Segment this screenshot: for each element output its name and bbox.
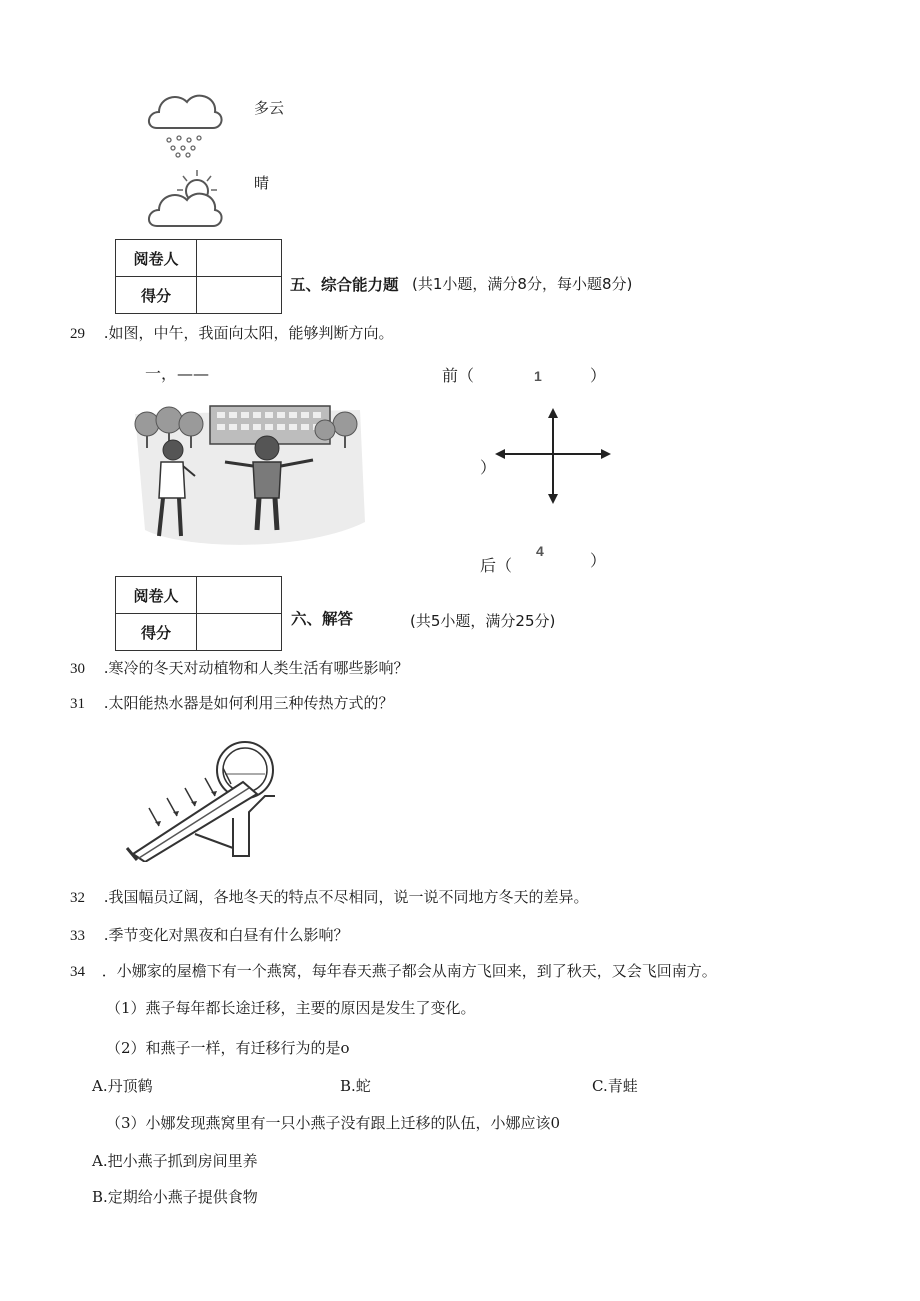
question-34-sub-1: （1）燕子每年都长途迁移，主要的原因是发生了变化。 bbox=[106, 999, 476, 1017]
option-b-sub3[interactable]: B.定期给小燕子提供食物 bbox=[92, 1188, 258, 1206]
weather-label-sunny: 晴 bbox=[254, 174, 270, 192]
back-close-paren: ） bbox=[590, 553, 607, 570]
question-number: 33 bbox=[70, 928, 85, 944]
schoolyard-illustration bbox=[125, 402, 370, 550]
option-c[interactable]: C.青蛙 bbox=[592, 1077, 638, 1095]
question-text: .我国幅员辽阔，各地冬天的特点不尽相同，说一说不同地方冬天的差异。 bbox=[103, 888, 589, 906]
direction-cross-arrows bbox=[495, 408, 611, 504]
question-number: 32 bbox=[70, 890, 85, 906]
question-text: .太阳能热水器是如何利用三种传热方式的？ bbox=[103, 694, 394, 712]
question-34 bbox=[70, 961, 717, 982]
section-6-title: 六、解答 bbox=[291, 610, 354, 628]
question-number: 30 bbox=[70, 661, 85, 677]
front-answer: 1 bbox=[534, 368, 542, 384]
score-cell[interactable] bbox=[197, 277, 282, 314]
section-5-note: (共1小题，满分8分，每小题8分) bbox=[412, 275, 633, 293]
question-30 bbox=[70, 658, 409, 679]
fill-blank-left: 一，—— bbox=[145, 364, 210, 383]
option-b[interactable]: B.蛇 bbox=[340, 1077, 371, 1095]
reviewer-label: 阅卷人 bbox=[116, 577, 197, 614]
section-6-note: (共5小题，满分25分) bbox=[410, 612, 556, 630]
reviewer-label: 阅卷人 bbox=[116, 240, 197, 277]
question-number: 34 bbox=[70, 964, 85, 980]
question-text: .寒冷的冬天对动植物和人类生活有哪些影响？ bbox=[103, 659, 409, 677]
question-29 bbox=[70, 323, 394, 344]
score-cell[interactable] bbox=[197, 614, 282, 651]
question-34-sub-2: （2）和燕子一样，有迁移行为的是o bbox=[106, 1039, 350, 1057]
front-label: 前（ bbox=[442, 368, 475, 385]
sun-cloud-icon bbox=[145, 168, 227, 230]
solar-water-heater-illustration bbox=[125, 738, 295, 862]
left-close-paren: ） bbox=[480, 460, 497, 477]
score-table bbox=[115, 239, 282, 314]
front-close-paren: ） bbox=[590, 368, 607, 385]
option-a[interactable]: A.丹顶鹤 bbox=[92, 1077, 153, 1095]
question-number: 29 bbox=[70, 326, 85, 342]
question-text: .如图，中午，我面向太阳，能够判断方向。 bbox=[103, 324, 394, 342]
back-answer: 4 bbox=[536, 543, 544, 559]
reviewer-cell[interactable] bbox=[197, 577, 282, 614]
question-text: ．小娜家的屋檐下有一个燕窝，每年春天燕子都会从南方飞回来，到了秋天，又会飞回南方。 bbox=[101, 962, 717, 980]
question-31 bbox=[70, 693, 394, 714]
option-a-sub3[interactable]: A.把小燕子抓到房间里养 bbox=[92, 1152, 258, 1170]
question-32 bbox=[70, 887, 589, 908]
score-label: 得分 bbox=[116, 614, 197, 651]
cloud-rain-icon bbox=[145, 88, 225, 160]
question-34-sub-3: （3）小娜发现燕窝里有一只小燕子没有跟上迁移的队伍，小娜应该0 bbox=[106, 1114, 561, 1132]
score-table-2 bbox=[115, 576, 282, 651]
weather-label-cloudy: 多云 bbox=[254, 99, 285, 117]
score-label: 得分 bbox=[116, 277, 197, 314]
question-33 bbox=[70, 925, 349, 946]
question-text: .季节变化对黑夜和白昼有什么影响？ bbox=[103, 926, 349, 944]
back-label: 后（ bbox=[480, 558, 513, 575]
reviewer-cell[interactable] bbox=[197, 240, 282, 277]
section-5-title: 五、综合能力题 bbox=[290, 276, 399, 294]
question-number: 31 bbox=[70, 696, 85, 712]
